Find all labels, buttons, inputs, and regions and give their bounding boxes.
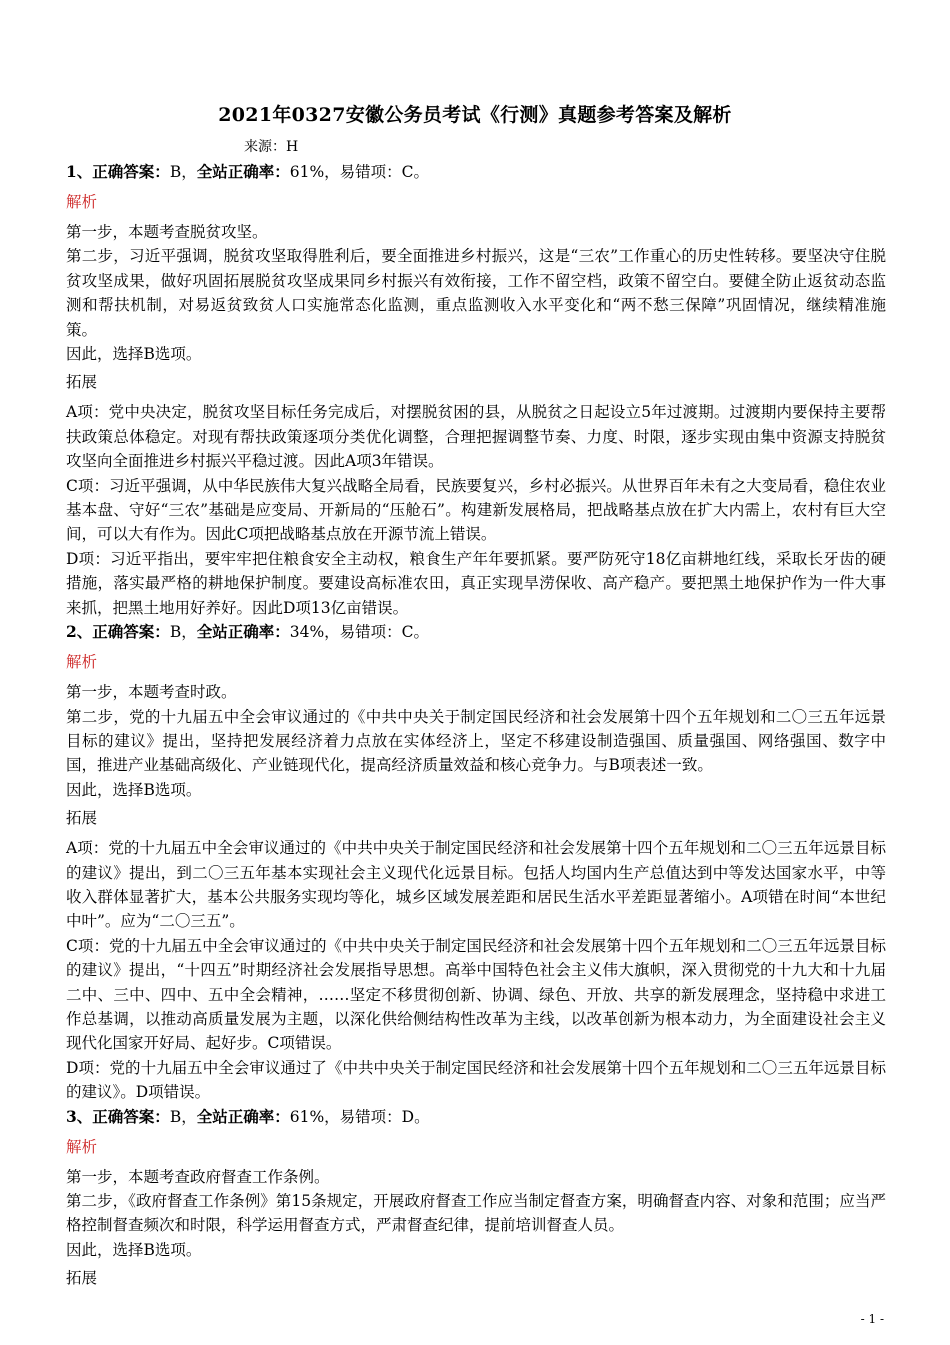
extension-item: D项：党的十九届五中全会审议通过了《中共中央关于制定国民经济和社会发展第十四个五年规划和二〇三五年远景目标的建议》。D项错误。 [66, 1058, 886, 1102]
analysis-step: 因此，选择B选项。 [66, 345, 202, 364]
document-title: 2021年0327安徽公务员考试《行测》真题参考答案及解析 [218, 104, 732, 126]
rate-value: 34%，易错项：C。 [289, 623, 430, 642]
analysis-step: 第一步，本题考查时政。 [66, 683, 237, 702]
question-block [66, 620, 886, 1105]
question-number: 2、 [66, 622, 93, 642]
analysis-step: 因此，选择B选项。 [66, 1240, 202, 1259]
extension-label: 拓展 [66, 1269, 98, 1288]
analysis-step: 第一步，本题考查政府督查工作条例。 [66, 1167, 330, 1186]
question-header [66, 1105, 886, 1131]
document-body [66, 160, 886, 1296]
source-line: 来源：H [244, 139, 299, 155]
rate-value: 61%，易错项：D。 [289, 1107, 430, 1126]
extension-item: C项：党的十九届五中全会审议通过的《中共中央关于制定国民经济和社会发展第十四个五年规划和二〇三五年远景目标的建议》提出，“十四五”时期经济社会发展指导思想。高举中国特色社会主义伟大旗帜，深入贯彻党的十九大和十九届二中、三中、四中、五中全会精神，……坚定不移贯彻创新、协调、绿色、开放、共享的新发展理念，坚持稳中求进工作总基调，以推动高质量发展为主题，以深化供给侧结构性改革为主线，以改革创新为根本动力，为全面建设社会主义现代化国家开好局、起好步。C项错误。 [66, 936, 886, 1053]
analysis-label: 解析 [66, 1137, 98, 1156]
analysis-step: 因此，选择B选项。 [66, 780, 202, 799]
question-number: 1、 [66, 162, 93, 181]
answer-value: B， [169, 623, 197, 642]
rate-label: 全站正确率： [196, 162, 290, 181]
question-block [66, 1105, 886, 1297]
analysis-step: 第二步，《政府督查工作条例》第15条规定，开展政府督查工作应当制定督查方案，明确督查内容、对象和范围；应当严格控制督查频次和时限，科学运用督查方式，严肃督查纪律，提前培训督查人员。 [66, 1192, 886, 1235]
rate-value: 61%，易错项：C。 [289, 163, 430, 181]
analysis-label: 解析 [66, 193, 98, 211]
extension-label: 拓展 [66, 373, 98, 392]
answer-label: 正确答案： [92, 1106, 170, 1126]
analysis-step: 第二步，习近平强调，脱贫攻坚取得胜利后，要全面推进乡村振兴，这是“三农”工作重心的历史性转移。要坚决守住脱贫攻坚成果，做好巩固拓展脱贫攻坚成果同乡村振兴有效衔接，工作不留空档，政策不留空白。要健全防止返贫动态监测和帮扶机制，对易返贫致贫人口实施常态化监测，重点监测收入水平变化和“两不愁三保障”巩固情况，继续精准施策。 [66, 247, 886, 339]
extension-item: A项：党的十九届五中全会审议通过的《中共中央关于制定国民经济和社会发展第十四个五年规划和二〇三五年远景目标的建议》提出，到二〇三五年基本实现社会主义现代化远景目标。包括人均国内生产总值达到中等发达国家水平，中等收入群体显著扩大，基本公共服务实现均等化，城乡区域发展差距和居民生活水平差距显著缩小。A项错在时间“本世纪中叶”。应为“二〇三五”。 [66, 839, 886, 931]
analysis-step: 第一步，本题考查脱贫攻坚。 [66, 223, 268, 241]
rate-label: 全站正确率： [196, 622, 290, 642]
extension-item: C项：习近平强调，从中华民族伟大复兴战略全局看，民族要复兴，乡村必振兴。从世界百年未有之大变局看，稳住农业基本盘、守好“三农”基础是应变局、开新局的“压舱石”。构建新发展格局，把战略基点放在扩大内需上，农村有巨大空间，可以大有作为。因此C项把战略基点放在开源节流上错误。 [66, 476, 886, 544]
question-number: 3、 [66, 1106, 93, 1126]
answer-label: 正确答案： [92, 162, 170, 181]
extension-item: D项：习近平指出，要牢牢把住粮食安全主动权，粮食生产年年要抓紧。要严防死守18亿亩耕地红线，采取长牙齿的硬措施，落实最严格的耕地保护制度。要建设高标准农田，真正实现旱涝保收、高产稳产。要把黑土地保护作为一件大事来抓，把黑土地用好养好。因此D项13亿亩错误。 [66, 549, 886, 617]
answer-value: B， [169, 163, 197, 181]
question-header [66, 620, 886, 646]
rate-label: 全站正确率： [196, 1106, 290, 1126]
answer-label: 正确答案： [92, 622, 170, 642]
extension-item: A项：党中央决定，脱贫攻坚目标任务完成后，对摆脱贫困的县，从脱贫之日起设立5年过渡期。过渡期内要保持主要帮扶政策总体稳定。对现有帮扶政策逐项分类优化调整，合理把握调整节奏、力度、时限，逐步实现由集中资源支持脱贫攻坚向全面推进乡村振兴平稳过渡。因此A项3年错误。 [66, 403, 886, 471]
question-block [66, 160, 886, 620]
analysis-label: 解析 [66, 653, 98, 672]
extension-label: 拓展 [66, 809, 98, 828]
analysis-step: 第二步，党的十九届五中全会审议通过的《中共中央关于制定国民经济和社会发展第十四个五年规划和二〇三五年远景目标的建议》提出，坚持把发展经济着力点放在实体经济上，坚定不移建设制造强国、质量强国、网络强国、数字中国，推进产业基础高级化、产业链现代化，提高经济质量效益和核心竞争力。与B项表述一致。 [66, 707, 886, 775]
answer-value: B， [169, 1107, 197, 1126]
page-number: - 1 - [860, 1312, 884, 1326]
question-header [66, 160, 886, 186]
